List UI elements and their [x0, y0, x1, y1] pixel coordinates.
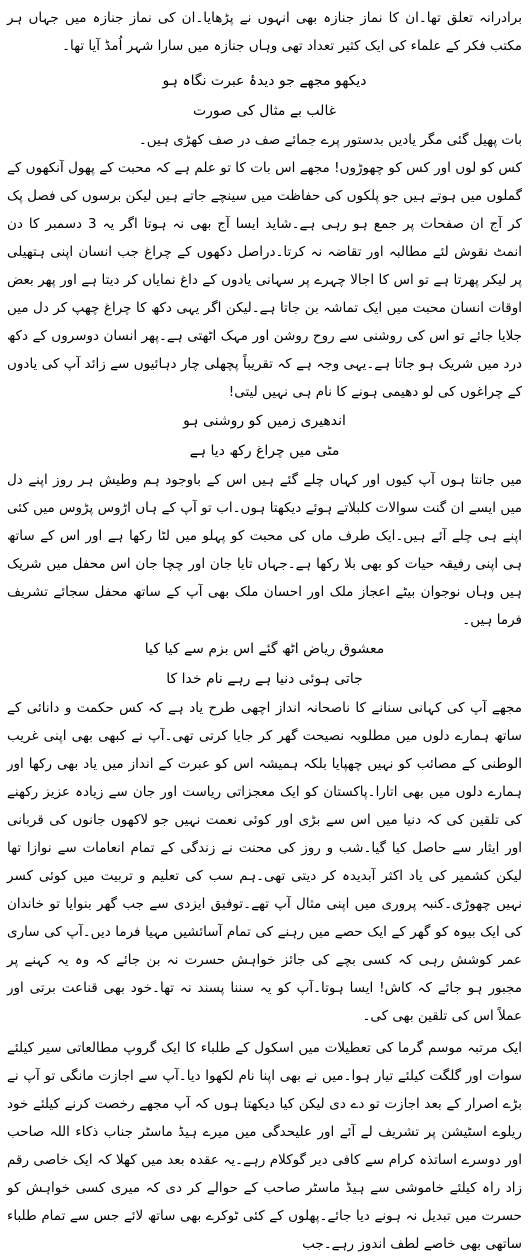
paragraph-2: بات پھیل گئی مگر یادیں بدستور پرے جمائے صف در صف کھڑی ہیں۔	[138, 132, 522, 148]
paragraph-5: مجھے آپ کی کہانی سنانے کا ناصحانہ انداز اچھی طرح یاد ہے کہ کس حکمت و دانائی کے ساتھ ہمارے دلوں میں مطلوبہ نصیحت گھر کر جایا کرتی تھی۔آپ نے کبھی بھی اپنی غریب الوطنی کے مصائب کو نہیں چھپایا بلکہ ہمیشہ اس کو عبرت کے انداز میں یاد بھی رکھا اور ہمارے دلوں میں بھی اتارا۔پاکستان کو ایک معجزاتی ریاست اور جان سے زیادہ عزیز رکھنے کی تلقین کی کہ دنیا میں اس سے بڑی اور کوئی نعمت نہیں جو لاکھوں جانوں کی قربانی اور ایثار سے حاصل کیا گیا۔شب و روز کی محنت نے زندگی کے تمام انعامات سے نوازا تھا لیکن کشمیر کی یاد اکثر آبدیدہ کر دیتی تھی۔ہم سب کی تعلیم و تربیت میں کوئی کسر نہیں چھوڑی۔کنبہ پروری میں اپنی مثال آپ تھے۔توفیق ایزدی سے جب گھر بنوایا تو خاندان کی ایک بیوہ کو گھر کے ایک حصے میں رہنے کی تمام آسائشیں مہیا فرما دیں۔آپ کی ساری عمر کوشش رہی کہ کسی بچے کی جائز خواہش حسرت نہ بن جائے کہ وہ یہ کہنے پر مجبور ہو جائے کہ کاش! ایسا ہوتا۔آپ کو یہ سننا پسند نہ تھا۔خود بھی قناعت برتی اور عملاً اس کی تلقین بھی کی۔	[7, 700, 522, 1024]
paragraph-1: برادرانہ تعلق تھا۔ان کا نماز جنازہ بھی انہوں نے پڑھایا۔ان کی نماز جنازہ میں جہاں ہر مکتب فکر کے علماء کی ایک کثیر تعداد تھی وہاں جنازہ میں سارا شہر اُمڈ آیا تھا۔	[7, 10, 522, 54]
verse-3: اندھیری زمیں کو روشنی ہو	[183, 413, 346, 429]
paragraph-4: میں جانتا ہوں آپ کیوں اور کہاں چلے گئے ہیں اس کے باوجود ہم وطیش ہر روز اپنے دل میں ایسے ان گنت سوالات کلبلاتے ہوئے دیکھتا ہوں۔اب تو آپ کے ہاں اڑوس پڑوس میں کئی اپنے ہی چلے آئے ہیں۔ایک طرف ماں کی محبت کو پہلو میں لٹا رکھا ہے اور اس کے ساتھ ہی اپنی رفیقہ حیات کو بھی بلا رکھا ہے۔جہاں تایا جان اور چچا جان اس محفل میں شریک ہیں وہاں نوجوان بیٹے اعجاز ملک اور احسان ملک بھی آپ کے ساتھ محفل سجائے تشریف فرما ہیں۔	[7, 472, 522, 628]
verse-2: غالب بے مثال کی صورت	[192, 103, 337, 119]
verse-6: جاتی ہوئی دنیا ہے رہے نام خدا کا	[166, 671, 363, 687]
verse-1: دیکھو مجھے جو دیدۂ عبرت نگاہ ہو	[162, 73, 367, 89]
verse-5: معشوق ریاض اٹھ گئے اس بزم سے کیا کیا	[144, 641, 385, 657]
paragraph-6: ایک مرتبہ موسم گرما کی تعطیلات میں اسکول کے طلباء کا ایک گروپ مطالعاتی سیر کیلئے سوات اور گلگت کیلئے تیار ہوا۔میں نے بھی اپنا نام لکھوا دیا۔آپ سے اجازت مانگی تو آپ نے بڑے اصرار کے بعد اجازت تو دے دی لیکن کیا دیکھتا ہوں کہ آپ مجھے رخصت کرنے کیلئے خود ریلوے اسٹیشن پر تشریف لے آئے اور علیحدگی میں میرے ہیڈ ماسٹر جناب ذکاء اللہ صاحب اور دوسرے اساتذہ کرام سے کافی دیر گوکلام رہے۔یہ عقدہ بعد میں کھلا کہ ایک خاصی رقم زاد راہ کیلئے خاموشی سے ہیڈ ماسٹر صاحب کے حوالے کر دی کہ میری کسی خواہش کو حسرت میں تبدیل نہ ہونے دیا جائے۔پھلوں کے کئی ٹوکرے بھی ساتھ لائے جس سے تمام طلباء ساتھی بھی خاصے لطف اندوز رہے۔جب	[7, 1040, 522, 1252]
verse-4: مٹی میں چراغ رکھ دیا ہے	[189, 443, 340, 459]
paragraph-3: کس کو لوں اور کس کو چھوڑوں! مجھے اس بات کا تو علم ہے کہ محبت کے پھول آنکھوں کے گملوں میں ہوتے ہیں جو پلکوں کی حفاظت میں سینچے جاتے ہیں لیکن برسوں کی فصل پک کر آج ان صفحات پر جمع ہو رہی ہے۔شاید ایسا آج بھی نہ ہوتا اگر یہ 3 دسمبر کا دن انمٹ نقوش لئے مطالبہ اور تقاضہ نہ کرتا۔دراصل دکھوں کے چراغ جب انسان اپنی ہتھیلی پر لیکر پھرتا ہے تو اس کا اجالا چہرے پر سہانی یادوں کے داغ نمایاں کر دیتا ہے اور پھر بعض اوقات انسان محبت میں ایک تماشہ بن جاتا ہے۔لیکن اگر یہی دکھ کا چراغ چھپ کر دل میں جلایا جائے تو اس کی روشنی سے روح روشن اور مہک اٹھتی ہے۔پھر انسان دوسروں کے دکھ درد میں شریک ہو جاتا ہے۔یہی وجہ ہے کہ تقریباً پچھلی چار دہائیوں سے زائد آپ کی یادوں کے چراغوں کی لو دھیمی ہونے کا نام ہی نہیں لیتی!	[7, 160, 522, 400]
